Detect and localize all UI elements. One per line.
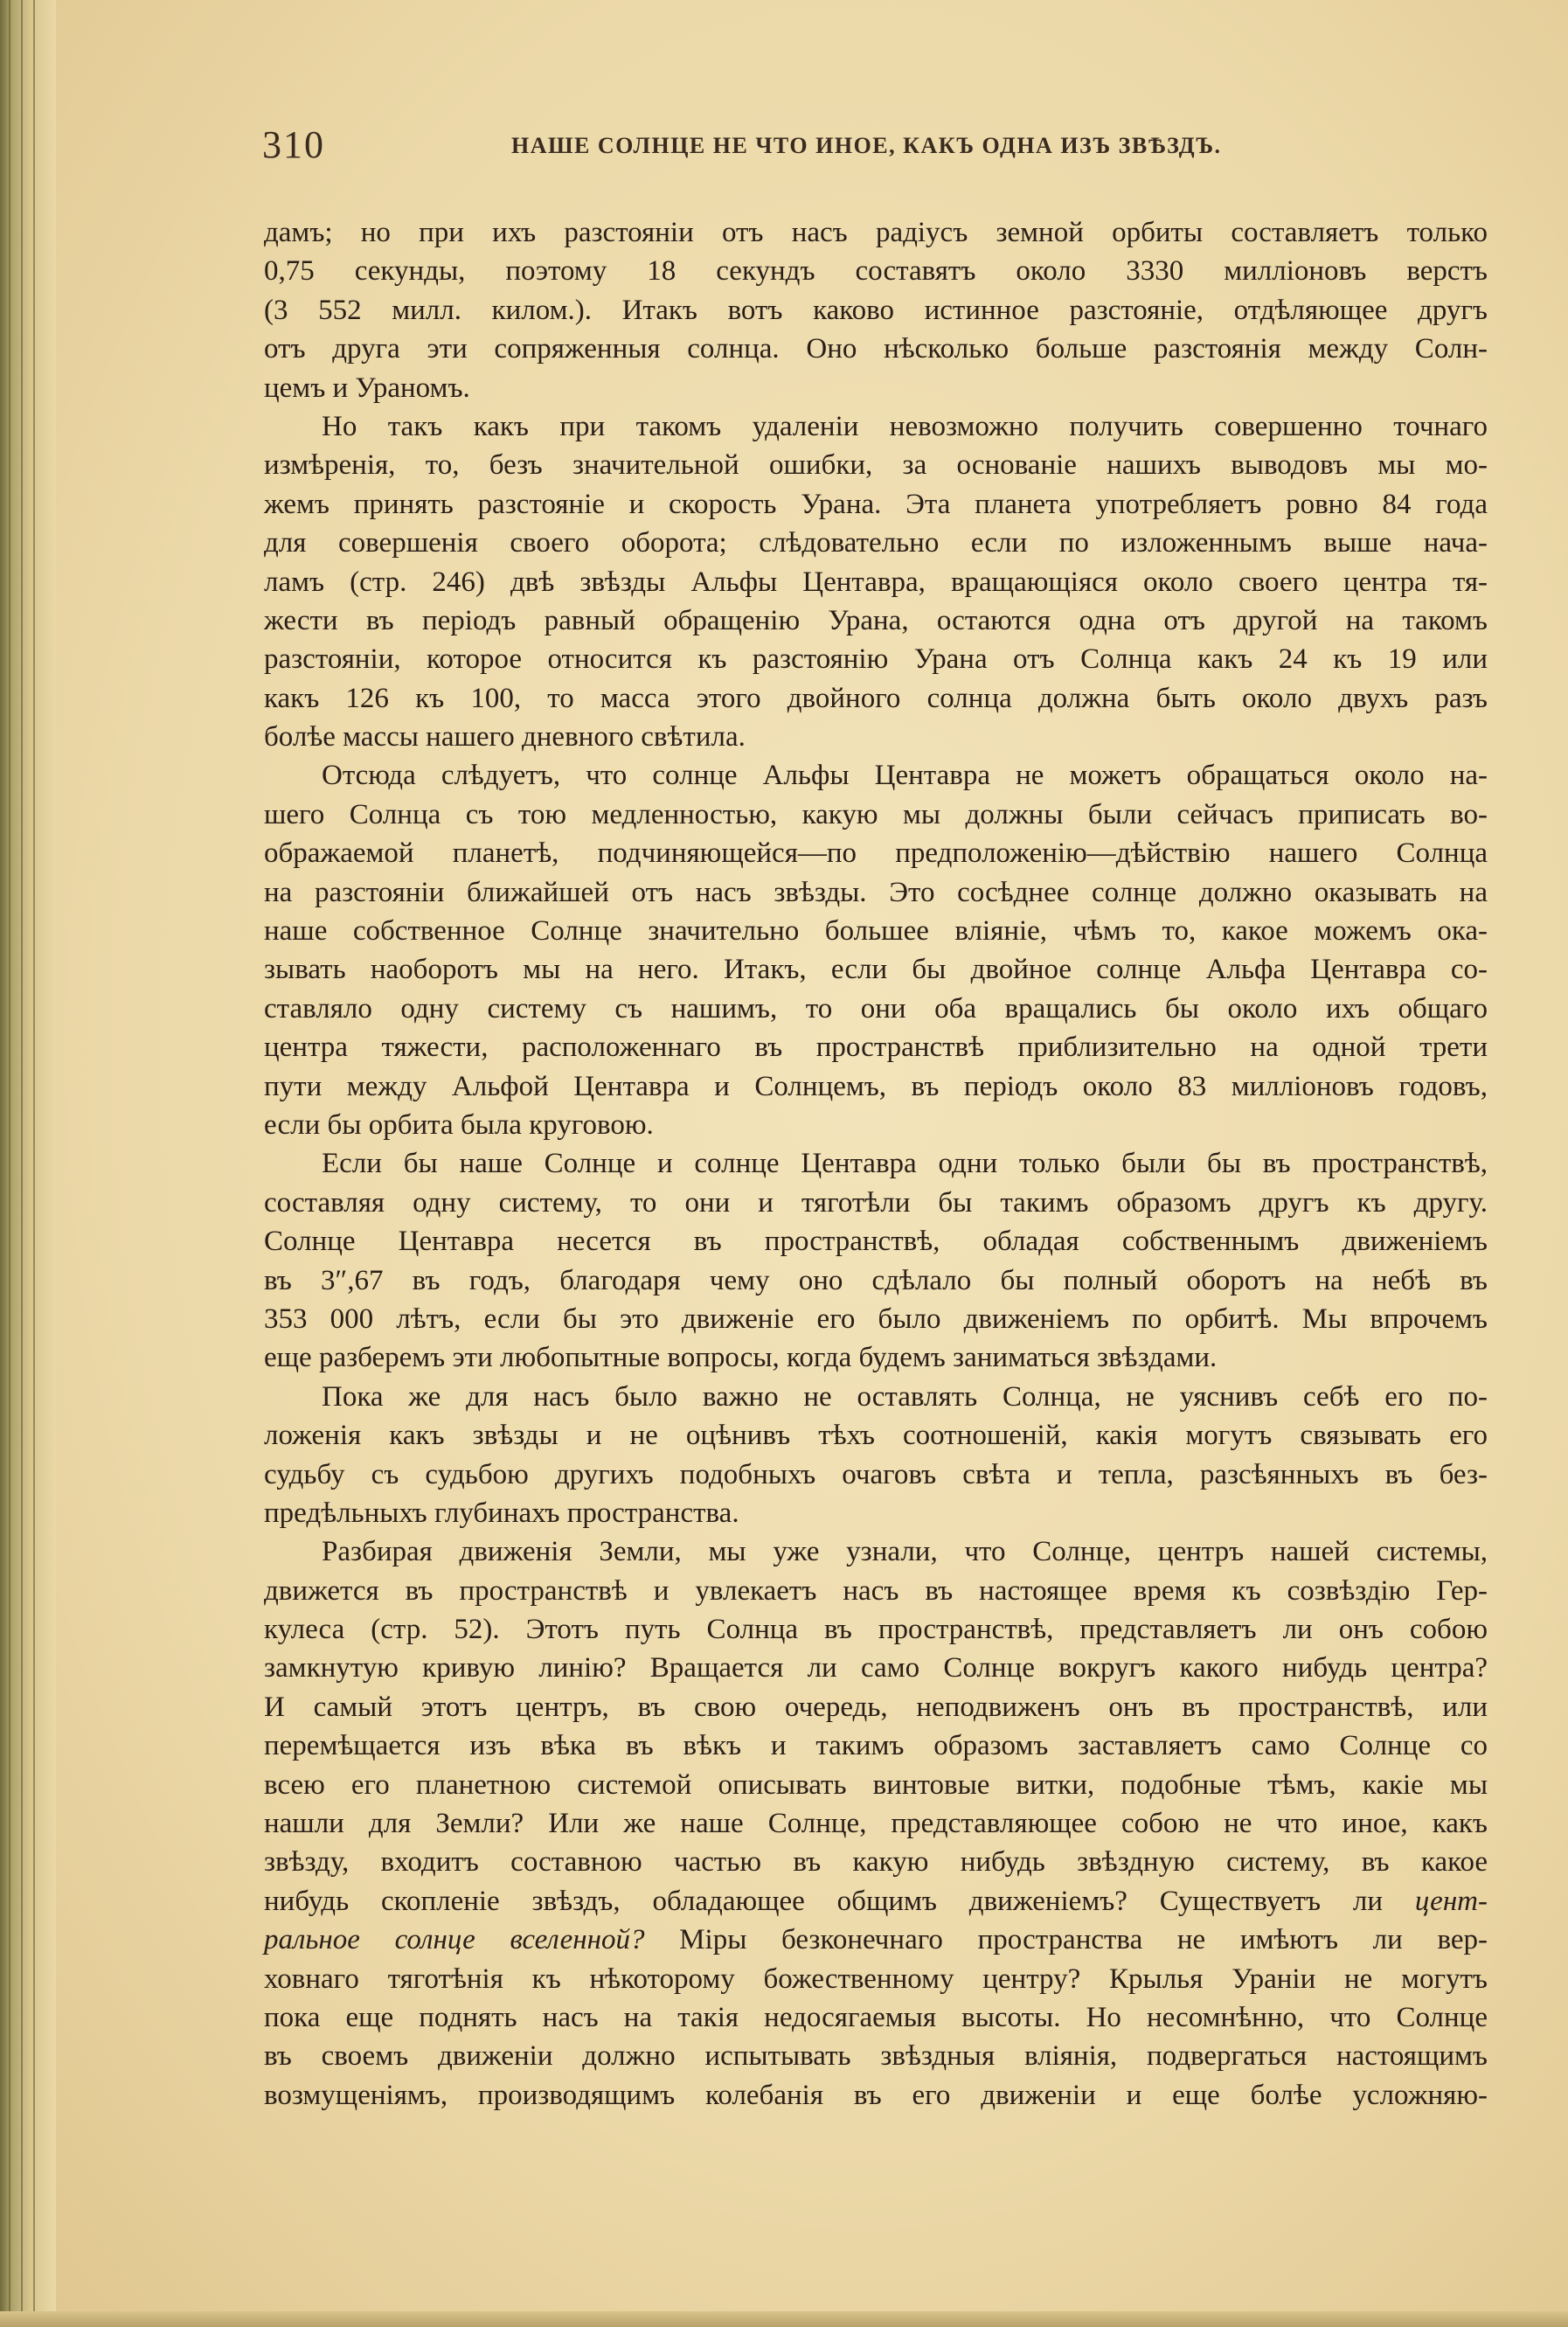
page-bottom-edge: [0, 2311, 1568, 2327]
text-line: И самый этотъ центръ, въ свою очередь, неподвиженъ онъ въ пространствѣ, или: [264, 1691, 1488, 1723]
binding-line: [33, 0, 35, 2327]
text-line: Отсюда слѣдуетъ, что солнце Альфы Центавра не можетъ обращаться около на-: [322, 760, 1488, 792]
text-line: болѣе массы нашего дневного свѣтила.: [264, 721, 746, 754]
text-line: замкнутую кривую линію? Вращается ли само Солнце вокругъ какого нибудь центра?: [264, 1652, 1488, 1684]
text-line: Солнце Центавра несется въ пространствѣ, обладая собственнымъ движеніемъ: [264, 1226, 1488, 1258]
text-line: отъ друга эти сопряженныя солнца. Оно нѣсколько больше разстоянія между Солн-: [264, 333, 1488, 365]
text-line: въ своемъ движеніи должно испытывать звѣздныя вліянія, подвергаться настоящимъ: [264, 2040, 1488, 2073]
text-line: въ 3″,67 въ годъ, благодаря чему оно сдѣлало бы полный оборотъ на небѣ въ: [264, 1264, 1488, 1296]
italic-phrase: ральное солнце вселенной?: [264, 1924, 645, 1956]
text-line: возмущеніямъ, производящимъ колебанія въ его движеніи и еще болѣе усложняю-: [264, 2079, 1488, 2111]
text-line: кулеса (стр. 52). Этотъ путь Солнца въ пространствѣ, представляетъ ли онъ собою: [264, 1614, 1488, 1646]
text-line: зывать наоборотъ мы на него. Итакъ, если бы двойное солнце Альфа Центавра со-: [264, 954, 1488, 986]
text-line: разстояніи, которое относится къ разстоянію Урана отъ Солнца какъ 24 къ 19 или: [264, 643, 1488, 676]
text-line: пока еще поднять насъ на такія недосягаемыя высоты. Но несомнѣнно, что Солнце: [264, 2001, 1488, 2033]
binding-line: [21, 0, 23, 2327]
text-line: жести въ періодъ равный обращенію Урана, остаются одна отъ другой на такомъ: [264, 604, 1488, 636]
text-line: пути между Альфой Центавра и Солнцемъ, въ періодъ около 83 милліоновъ годовъ,: [264, 1070, 1488, 1102]
text-line: 0,75 секунды, поэтому 18 секундъ составятъ около 3330 милліоновъ верстъ: [264, 255, 1488, 288]
text-line: Но такъ какъ при такомъ удаленіи невозможно получить совершенно точнаго: [322, 410, 1488, 442]
text-line: звѣзду, входитъ составною частью въ какую нибудь звѣздную систему, въ какое: [264, 1846, 1488, 1879]
text-line-with-italic: [264, 1921, 1488, 1959]
text-line: судьбу съ судьбою другихъ подобныхъ очаговъ свѣта и тепла, разсѣянныхъ въ без-: [264, 1458, 1488, 1490]
text-line: на разстояніи ближайшей отъ насъ звѣзды. Это сосѣднее солнце должно оказывать на: [264, 876, 1488, 908]
page-header: [262, 122, 1503, 175]
text-line: всею его планетною системой описывать винтовые витки, подобные тѣмъ, какіе мы: [264, 1768, 1488, 1801]
text-line: нашли для Земли? Или же наше Солнце, представляющее собою не что иное, какъ: [264, 1808, 1488, 1840]
text-line: наше собственное Солнце значительно большее вліяніе, чѣмъ то, какое можемъ ока-: [264, 915, 1488, 948]
text-line-with-italic: [264, 1882, 1488, 1921]
text-line: ложенія какъ звѣзды и не оцѣнивъ тѣхъ соотношеній, какія могутъ связывать его: [264, 1420, 1488, 1452]
text-line: еще разберемъ эти любопытные вопросы, когда будемъ заниматься звѣздами.: [264, 1342, 1218, 1374]
text-line: если бы орбита была круговою.: [264, 1108, 654, 1141]
text-line: дамъ; но при ихъ разстояніи отъ насъ радіусъ земной орбиты составляетъ только: [264, 217, 1488, 248]
text-line: Пока же для насъ было важно не оставлять Солнца, не уяснивъ себѣ его по-: [322, 1380, 1488, 1413]
text-line: ховнаго тяготѣнія къ нѣкоторому божественному центру? Крылья Ураніи не могутъ: [264, 1962, 1488, 1995]
text-line: ставляло одну систему съ нашимъ, то они оба вращались бы около ихъ общаго: [264, 992, 1488, 1025]
italic-phrase: цент-: [1414, 1885, 1488, 1917]
text-line: какъ 126 къ 100, то масса этого двойного солнца должна быть около двухъ разъ: [264, 682, 1488, 714]
text-line: жемъ принять разстояніе и скорость Урана. Эта планета употребляетъ ровно 84 года: [264, 488, 1488, 520]
page-number: 310: [262, 123, 325, 166]
text-line-plain: Міры безконечнаго пространства не имѣютъ ли вер-: [644, 1924, 1488, 1956]
text-line: ламъ (стр. 246) двѣ звѣзды Альфы Центавра, вращающіяся около своего центра тя-: [264, 566, 1488, 598]
text-line: движется въ пространствѣ и увлекаетъ насъ въ настоящее время къ созвѣздію Гер-: [264, 1574, 1488, 1607]
text-line: цемъ и Ураномъ.: [264, 372, 470, 404]
text-line: ображаемой планетѣ, подчиняющейся—по предположенію—дѣйствію нашего Солнца: [264, 837, 1488, 870]
text-line: 353 000 лѣтъ, если бы это движеніе его было движеніемъ по орбитѣ. Мы впрочемъ: [264, 1302, 1488, 1335]
text-line: предѣльныхъ глубинахъ пространства.: [264, 1497, 739, 1529]
page-binding-edge: [0, 0, 56, 2327]
running-head: НАШЕ СОЛНЦЕ НЕ ЧТО ИНОЕ, КАКЪ ОДНА ИЗЪ ЗВѢЗДЪ.: [511, 133, 1222, 158]
text-line: составляя одну систему, то они и тяготѣли бы такимъ образомъ другъ къ другу.: [264, 1186, 1488, 1219]
body-text: [264, 213, 1488, 2115]
text-line-plain: нибудь скопленіе звѣздъ, обладающее общимъ движеніемъ? Существуетъ ли: [264, 1885, 1383, 1917]
text-line: центра тяжести, расположеннаго въ пространствѣ приблизительно на одной трети: [264, 1032, 1488, 1064]
text-line: шего Солнца съ тою медленностью, какую мы должны были сейчасъ приписать во-: [264, 798, 1488, 830]
text-line: Если бы наше Солнце и солнце Центавра одни только были бы въ пространствѣ,: [322, 1148, 1488, 1180]
text-line: для совершенія своего оборота; слѣдовательно если по изложеннымъ выше нача-: [264, 527, 1488, 559]
text-line: перемѣщается изъ вѣка въ вѣкъ и такимъ образомъ заставляетъ само Солнце со: [264, 1730, 1488, 1762]
text-line: (3 552 милл. килом.). Итакъ вотъ каково истинное разстояніе, отдѣляющее другъ: [264, 294, 1488, 326]
text-line: измѣренія, то, безъ значительной ошибки, за основаніе нашихъ выводовъ мы мо-: [264, 449, 1488, 482]
binding-line: [9, 0, 10, 2327]
text-line: Разбирая движенія Земли, мы уже узнали, что Солнце, центръ нашей системы,: [322, 1536, 1488, 1568]
